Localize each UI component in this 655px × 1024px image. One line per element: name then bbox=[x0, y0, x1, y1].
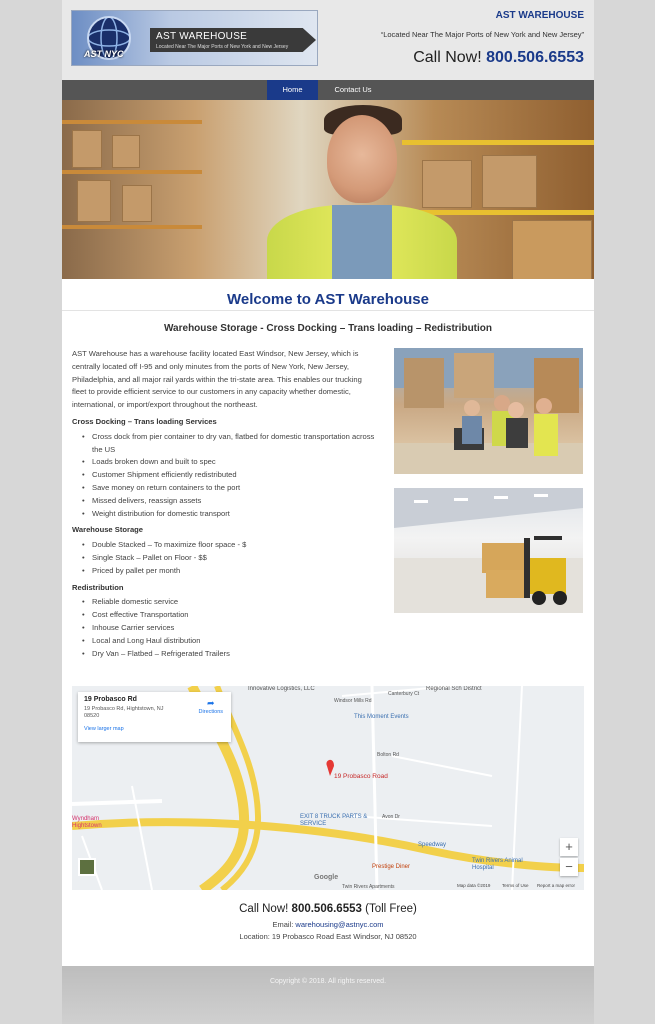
terms-of-use-link[interactable]: Terms of Use bbox=[502, 883, 529, 888]
hero-image bbox=[62, 100, 594, 279]
main-content bbox=[62, 348, 594, 678]
list-item: • Loads broken down and built to spec bbox=[92, 456, 378, 469]
logo-tagline: AST NYC bbox=[84, 49, 124, 59]
forklift-photo bbox=[394, 488, 583, 613]
list-item: • Priced by pallet per month bbox=[92, 565, 378, 578]
map-label-road: Bolton Rd bbox=[377, 752, 399, 758]
header-tagline: “Located Near The Major Ports of New York and New Jersey” bbox=[380, 30, 584, 39]
map-label-road: Avon Dr bbox=[382, 814, 400, 820]
street-view-thumbnail[interactable] bbox=[78, 858, 96, 876]
header-call bbox=[381, 49, 584, 67]
map-label-road: Windsor Mills Rd bbox=[334, 698, 372, 704]
list-item: • Cost effective Transportation bbox=[92, 609, 378, 622]
map-pin-label[interactable]: 19 Probasco Road bbox=[334, 773, 388, 780]
header-info bbox=[381, 10, 584, 67]
hero-person-face bbox=[327, 115, 397, 203]
map-credit: Map data ©2019 bbox=[457, 883, 491, 888]
map-label-poi[interactable]: This Moment Events bbox=[354, 714, 409, 720]
list-item: • Missed delivers, reassign assets bbox=[92, 495, 378, 508]
header-phone[interactable]: 800.506.6553 bbox=[486, 49, 584, 66]
map-label-poi[interactable]: Innovative Logistics, LLC bbox=[248, 686, 315, 692]
logo-name: AST WAREHOUSE bbox=[156, 31, 248, 42]
hero-box bbox=[482, 155, 537, 208]
map-card-address: 19 Probasco Rd, Hightstown, NJ 08520 bbox=[84, 706, 164, 719]
intro-paragraph: AST Warehouse has a warehouse facility located East Windsor, New Jersey, which is centrally located off I-95 and only minutes from the ports of New York, New Jersey, Philadelphia, and all major rail yards within the tri-state area. This enables our trucking fleet to provide efficient service to our customers in any capacity whether domestic, international, or import/export throughout the northeast. bbox=[72, 349, 362, 410]
directions-label: Directions bbox=[198, 709, 223, 715]
directions-icon: ➦ bbox=[207, 698, 215, 708]
map-label-road: Canterbury Ct bbox=[388, 691, 420, 697]
list-item: • Save money on return containers to the port bbox=[92, 482, 378, 495]
hero-shelf bbox=[62, 170, 202, 174]
page-title: Welcome to AST Warehouse bbox=[62, 279, 594, 311]
list-item: • Customer Shipment efficiently redistributed bbox=[92, 469, 378, 482]
location-map[interactable] bbox=[72, 686, 584, 890]
hero-person-shirt bbox=[332, 205, 392, 279]
cross-docking-list bbox=[72, 431, 378, 521]
warehouse-team-photo bbox=[394, 348, 583, 474]
view-larger-map-link[interactable]: View larger map bbox=[84, 726, 124, 732]
map-label-poi[interactable]: Speedway bbox=[418, 842, 447, 848]
hero-box bbox=[122, 185, 152, 222]
footer-copyright: Copyright © 2018. All rights reserved. bbox=[269, 978, 387, 985]
header-call-prefix: Call Now! bbox=[413, 49, 482, 66]
warehouse-team-illustration bbox=[394, 348, 583, 474]
report-map-error-link[interactable]: Report a map error bbox=[537, 883, 576, 888]
map-label-poi[interactable]: EXIT 8 TRUCK PARTS & SERVICE bbox=[300, 814, 368, 827]
site-header bbox=[62, 0, 594, 80]
text-column bbox=[72, 348, 378, 664]
map-label-poi[interactable]: Regional Sch District bbox=[426, 686, 482, 692]
list-item: • Cross dock from pier container to dry van, flatbed for domestic transportation across the US bbox=[92, 431, 378, 457]
site-logo[interactable] bbox=[71, 10, 318, 66]
google-logo: Google bbox=[314, 874, 339, 881]
list-item: • Reliable domestic service bbox=[92, 596, 378, 609]
contact-email-link[interactable]: warehousing@astnyc.com bbox=[295, 920, 384, 929]
page-subtitle: Warehouse Storage - Cross Docking – Trans loading – Redistribution bbox=[163, 323, 493, 334]
map-label-poi[interactable]: Wyndham Hightstown bbox=[72, 816, 102, 829]
section-heading-warehouse-storage: Warehouse Storage bbox=[72, 525, 144, 535]
hero-box bbox=[77, 180, 111, 222]
section-heading-cross-docking: Cross Docking – Trans loading Services bbox=[72, 416, 217, 426]
list-item: • Local and Long Haul distribution bbox=[92, 635, 378, 648]
map-label-poi[interactable]: Prestige Diner bbox=[372, 864, 411, 870]
zoom-in-button[interactable]: + bbox=[560, 838, 578, 856]
map-info-card bbox=[78, 692, 231, 742]
redistribution-list bbox=[72, 596, 378, 660]
map-label-poi[interactable]: Twin Rivers Animal Hospital bbox=[472, 858, 523, 871]
hero-shelf bbox=[402, 140, 594, 145]
section-heading-redistribution: Redistribution bbox=[72, 582, 124, 592]
warehouse-storage-list bbox=[72, 539, 378, 577]
main-nav bbox=[62, 80, 594, 100]
contact-phone[interactable]: 800.506.6553 bbox=[291, 903, 362, 915]
hero-shelf bbox=[62, 120, 202, 124]
hero-box bbox=[512, 220, 592, 279]
zoom-out-button[interactable]: − bbox=[560, 858, 578, 876]
contact-call-prefix: Call Now! bbox=[239, 903, 289, 915]
list-item: • Double Stacked – To maximize floor space - $ bbox=[92, 539, 378, 552]
list-item: • Dry Van – Flatbed – Refrigerated Trailers bbox=[92, 648, 378, 661]
directions-button[interactable] bbox=[199, 698, 223, 715]
contact-location: Location: 19 Probasco Road East Windsor, NJ 08520 bbox=[239, 932, 417, 941]
hero-shelf bbox=[62, 225, 202, 229]
contact-email-label: Email: bbox=[272, 920, 294, 929]
forklift-illustration bbox=[394, 488, 583, 613]
list-item: • Inhouse Carrier services bbox=[92, 622, 378, 635]
list-item: • Single Stack – Pallet on Floor - $$ bbox=[92, 552, 378, 565]
logo-subtitle: Located Near The Major Ports of New York and New Jersey bbox=[156, 44, 289, 50]
nav-home[interactable]: Home bbox=[267, 80, 318, 100]
map-label-road: Twin Rivers Apartments bbox=[342, 884, 395, 890]
map-card-title: 19 Probasco Rd bbox=[84, 696, 137, 703]
header-brand: AST WAREHOUSE bbox=[495, 10, 584, 21]
hero-box bbox=[112, 135, 140, 168]
list-item: • Weight distribution for domestic transport bbox=[92, 508, 378, 521]
nav-contact-us[interactable]: Contact Us bbox=[334, 85, 372, 94]
hero-box bbox=[72, 130, 102, 168]
hero-box bbox=[422, 160, 472, 208]
contact-toll-free: (Toll Free) bbox=[365, 903, 417, 915]
